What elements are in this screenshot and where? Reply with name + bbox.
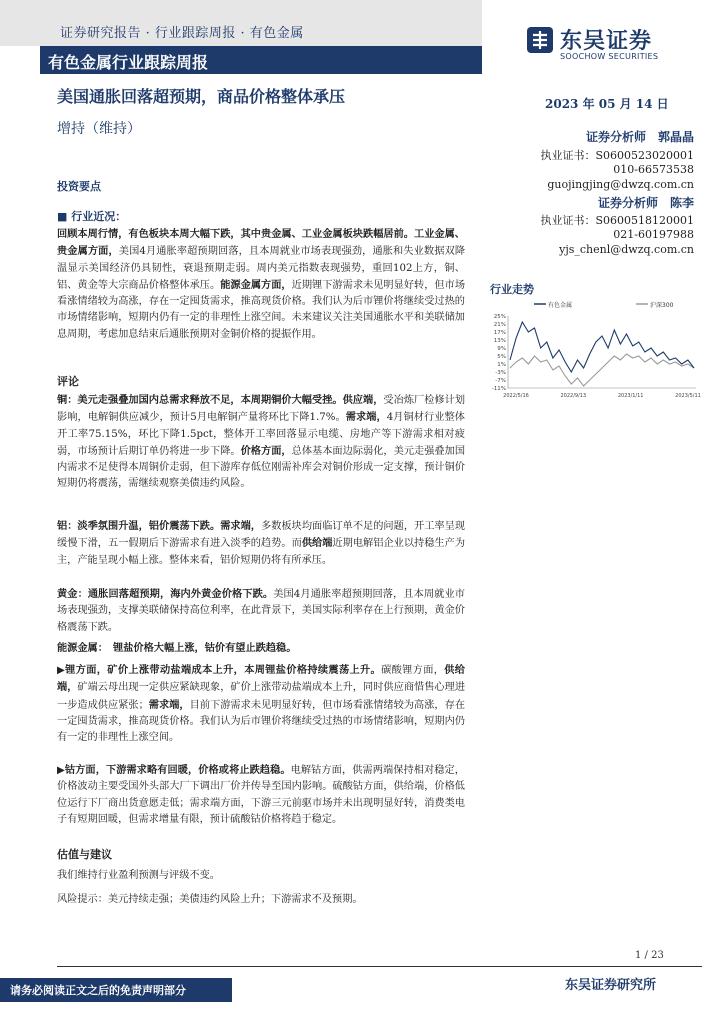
chart-axis bbox=[508, 316, 696, 388]
analyst-2-email[interactable]: yjs_chenl@dwzq.com.cn bbox=[559, 243, 694, 256]
breadcrumb: 证券研究报告 · 行业跟踪周报 · 有色金属 bbox=[60, 26, 304, 41]
analyst-1-email[interactable]: guojingjing@dwzq.com.cn bbox=[547, 178, 694, 191]
analyst-1-title: 证券分析师 郭晶晶 bbox=[585, 130, 694, 144]
review-label: 评论 bbox=[57, 375, 79, 388]
paragraph-gold bbox=[57, 586, 465, 636]
y-tick-label: 13% bbox=[493, 338, 506, 344]
y-tick-label: -11% bbox=[491, 386, 506, 392]
paragraph-energy-title bbox=[57, 640, 465, 657]
y-tick-label: 5% bbox=[497, 354, 506, 360]
legend-series2: 沪深300 bbox=[650, 302, 674, 309]
paragraph-weekly-review bbox=[57, 226, 465, 343]
page-number: 1 / 23 bbox=[635, 950, 664, 961]
analyst-2-phone: 021-60197988 bbox=[613, 228, 694, 241]
copper-bold3: 价格方面， bbox=[240, 444, 292, 457]
li-bold2: 供给端， bbox=[57, 664, 465, 694]
chart-title: 行业走势 bbox=[490, 283, 534, 296]
y-tick-label: -3% bbox=[495, 370, 506, 376]
valuation-label: 估值与建议 bbox=[57, 848, 112, 861]
co-bold: ▶钴方面，下游需求略有回暖，价格或将止跌趋稳。 bbox=[57, 764, 291, 776]
p1-text: 美国4月通胀率超预期回落，且本周就业市场表现强劲，通胀和失业数据双降温显示美国经济仍具韧性，衰退预期走弱。周内美元指数表现强势，重回102上方，铜、铝、黄金等大宗商品价格整体承压。 bbox=[57, 246, 466, 291]
al-bold: 铝：淡季氛围升温，铝价震荡下跌。需求端， bbox=[57, 520, 262, 532]
rating: 增持（维持） bbox=[57, 121, 141, 137]
copper-bold2: 需求端， bbox=[345, 411, 387, 424]
al-bold2: 供给端 bbox=[301, 537, 333, 550]
headline: 美国通胀回落超预期，商品价格整体承压 bbox=[57, 87, 346, 106]
y-tick-label: 9% bbox=[497, 346, 506, 352]
li-bold: ▶锂方面，矿价上涨带动盐端成本上升，本周锂盐价格持续震荡上升。 bbox=[57, 664, 382, 676]
logo-icon bbox=[525, 25, 555, 55]
li-text2: 矿端云母出现一定供应紧缺现象，矿价上涨带动盐端成本上升，同时供应商惜售心理进一步造成供应紧张； bbox=[57, 682, 466, 711]
copper-text: 受冶炼厂检修计划影响，电解铜供应减少，预计5月电解铜产量将环比下降1.7%。 bbox=[57, 395, 466, 424]
disclaimer-text: 请务必阅读正文之后的免责声明部分 bbox=[10, 984, 186, 997]
energy-bold: 能源金属： 锂盐价格大幅上涨，钴价有望止跌趋稳。 bbox=[57, 642, 297, 654]
analyst-1-license: 执业证书：S0600523020001 bbox=[540, 149, 694, 162]
p1-bold2: 能源金属方面， bbox=[220, 278, 292, 291]
legend-series1: 有色金属 bbox=[548, 302, 573, 309]
analyst-2-license: 执业证书：S0600518120001 bbox=[540, 214, 694, 227]
y-tick-label: 1% bbox=[497, 362, 506, 368]
li-bold3: 需求端， bbox=[148, 698, 190, 711]
industry-label: ■ 行业近况： bbox=[57, 210, 127, 223]
al-text: 多数板块均面临订单不足的问题，开工率呈现缓慢下滑，五一假期后下游需求有进入淡季的趋势。而 bbox=[57, 521, 466, 550]
industry-trend-chart bbox=[486, 296, 704, 406]
li-text: 碳酸锂方面， bbox=[381, 665, 445, 676]
key-points-label: 投资要点 bbox=[57, 180, 101, 193]
series-line-0 bbox=[510, 322, 694, 372]
x-tick-label: 2022/5/16 bbox=[503, 393, 529, 399]
valuation-text: 我们维持行业盈利预测与评级不变。 bbox=[57, 870, 220, 881]
report-series-title: 有色金属行业跟踪周报 bbox=[48, 53, 209, 72]
y-tick-label: 21% bbox=[493, 322, 506, 328]
risk-text: 风险提示：美元持续走强；美债违约风险上升；下游需求不及预期。 bbox=[57, 894, 363, 905]
footer-divider bbox=[57, 966, 702, 967]
y-tick-label: 17% bbox=[493, 330, 506, 336]
x-tick-label: 2022/9/13 bbox=[560, 393, 587, 399]
x-tick-label: 2023/5/11 bbox=[675, 393, 701, 399]
paragraph-lithium bbox=[57, 662, 465, 746]
series-line-1 bbox=[510, 354, 694, 386]
paragraph-copper bbox=[57, 392, 465, 493]
y-tick-label: 25% bbox=[493, 314, 506, 320]
gold-text: 美国4月通胀率超预期回落，且本周就业市场表现强劲，支撑美联储保持高位利率，在此背景下，美国实际利率存在上行预期，黄金价格震荡下跌。 bbox=[57, 589, 465, 633]
p1-text2: 近期锂下游需求未见明显好转，但市场看涨情绪较为高涨，存在一定囤货需求，推高现货价格。我们认为后市锂价将继续受过热的市场情绪影响，短期内仍有一定的非理性上涨空间。未来建议关注美国通胀水平和美联储加息周期，考虑加息结束后通胀预期对金铜价格的提振作用。 bbox=[57, 279, 466, 340]
x-tick-label: 2023/1/11 bbox=[617, 393, 644, 399]
report-date: 2023 年 05 月 14 日 bbox=[545, 97, 669, 111]
al-text2: 近期电解铝企业以持稳生产为主，产能呈现小幅上涨。整体来看，铝价短期仍将有所承压。 bbox=[57, 538, 466, 566]
gold-bold: 黄金：通胀回落超预期，海内外黄金价格下跌。 bbox=[57, 588, 274, 600]
copper-text2: 4月铜材行业整体开工率75.15%，环比下降1.5pct，整体开工率回落显示电缆、房地产等下游需求相对疲弱，市场预计后期订单仍将进一步下降。 bbox=[57, 412, 465, 457]
co-text: 电解钴方面，供需两端保持相对稳定，价格波动主要受国外头部大厂下调出厂价并传导至国内影响。硫酸钴方面，供给端，价格低位运行下厂商出货意愿走低；需求端方面，下游三元前驱市场并未出现明显好转，消费类电子有短期回暖，但需求增量有限，预计硫酸钴价格将趋于稳定。 bbox=[57, 765, 465, 825]
li-text3: 目前下游需求未见明显好转，但市场看涨情绪较为高涨，存在一定囤货需求，推高现货价格。我们认为后市锂价将继续受过热的市场情绪影响，短期内仍有一定的非理性上涨空间。 bbox=[57, 699, 466, 744]
y-tick-label: -7% bbox=[495, 378, 506, 384]
paragraph-cobalt bbox=[57, 762, 465, 828]
analyst-1-phone: 010-66573538 bbox=[613, 163, 694, 176]
copper-text3: 总体基本面边际弱化，美元走强叠加国内需求不足使得本周铜价走弱，但下游库存低位刚需补库会对铜价形成一定支撑，预计铜价短期仍将震荡，需继续观察美债违约风险。 bbox=[57, 445, 466, 490]
footer-brand: 东吴证券研究所 bbox=[565, 978, 657, 993]
brand-logo-en: SOOCHOW SECURITIES bbox=[560, 52, 659, 61]
paragraph-aluminum bbox=[57, 518, 465, 569]
p1-bold: 回顾本周行情，有色板块本周大幅下跌，其中贵金属、工业金属板块跌幅居前。工业金属、贵金属方面， bbox=[57, 228, 465, 258]
copper-bold: 铜：美元走强叠加国内总需求释放不足，本周期铜价大幅受挫。供应端， bbox=[57, 394, 384, 406]
brand-logo-text: 东吴证券 bbox=[560, 29, 653, 54]
analyst-2-title: 证券分析师 陈李 bbox=[597, 196, 694, 210]
